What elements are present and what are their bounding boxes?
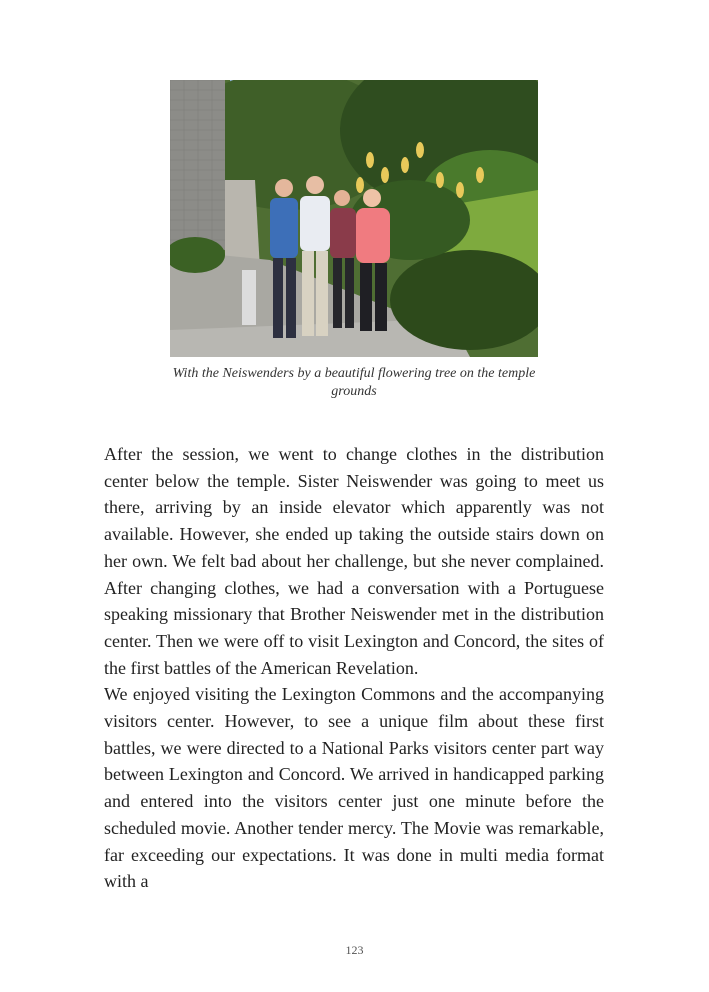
photo-caption: With the Neiswenders by a beautiful flowering tree on the temple grounds <box>172 366 536 399</box>
paragraph: After the session, we went to change clothes in the distribution center below the temple. Sister Neiswender was going to meet us there, arriving by an inside elevator which apparently was not available. However, she ended up taking the outside stairs down on her own. We felt bad about her challenge, but she never complained. After changing clothes, we had a conversation with a Portuguese speaking missionary that Brother Neiswender met in the distribution center. Then we were off to visit Lexington and Concord, the sites of the first battles of the American Revelation. <box>104 444 604 678</box>
page-number: 123 <box>345 943 364 957</box>
photo-illustration <box>170 80 538 357</box>
body-text <box>104 441 604 895</box>
paragraph: We enjoyed visiting the Lexington Commons and the accompanying visitors center. However, to see a unique film about these first battles, we were directed to a National Parks visitors center part way between Lexington and Concord. We arrived in handicapped parking and entered into the visitors center just one minute before the scheduled movie. Another tender mercy. The Movie was remarkable, far exceeding our expectations. It was done in multi media format with a <box>104 684 604 892</box>
group-photo <box>170 80 538 357</box>
